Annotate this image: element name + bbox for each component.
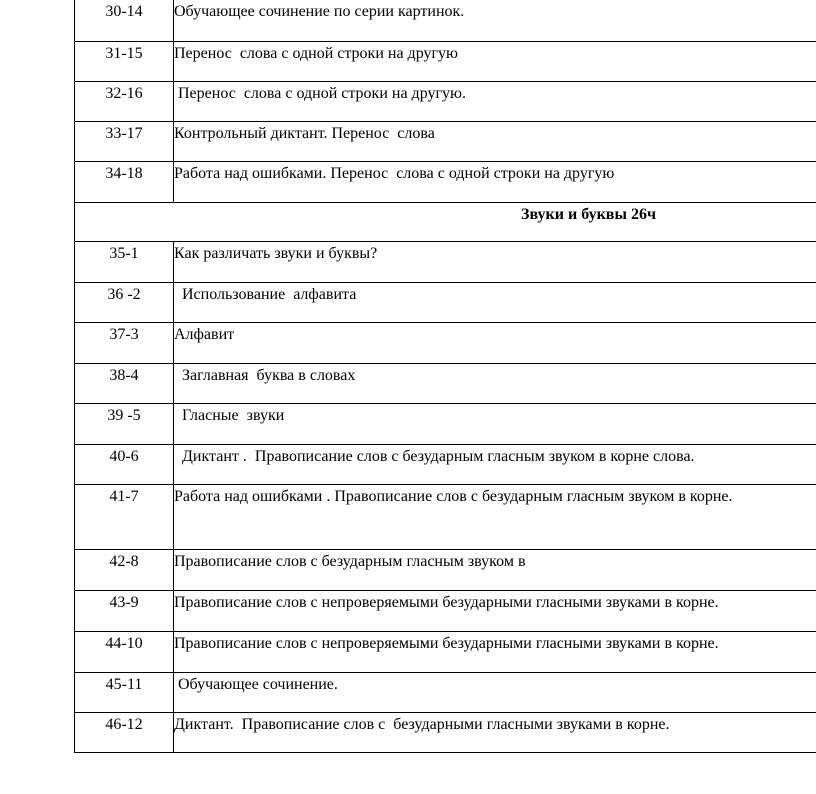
lesson-number: 34-18 — [75, 161, 174, 202]
lesson-topic: Правописание слов с непроверяемыми безударными гласными звуками в корне. — [174, 631, 816, 672]
lesson-topic: Диктант . Правописание слов с безударным гласным звуком в корне слова. — [174, 444, 816, 484]
lesson-number: 44-10 — [75, 631, 174, 672]
table-row — [75, 322, 816, 363]
section-row — [75, 202, 816, 241]
table-row — [75, 631, 816, 672]
table-row — [75, 444, 816, 484]
lesson-number: 32-16 — [75, 81, 174, 121]
table-row — [75, 403, 816, 444]
lesson-number: 30-14 — [75, 0, 174, 41]
lesson-topic: Обучающее сочинение по серии картинок. — [174, 0, 816, 41]
table-row — [75, 81, 816, 121]
lesson-number: 31-15 — [75, 41, 174, 81]
lesson-number: 35-1 — [75, 241, 174, 282]
lesson-topic: Алфавит — [174, 322, 816, 363]
lesson-topic: Использование алфавита — [174, 282, 816, 322]
lesson-topic: Правописание слов с безударным гласным звуком в — [174, 549, 816, 590]
table-row — [75, 590, 816, 631]
lesson-topic: Диктант. Правописание слов с безударными гласными звуками в корне. — [174, 712, 816, 752]
lesson-topic: Заглавная буква в словах — [174, 363, 816, 403]
lesson-number: 40-6 — [75, 444, 174, 484]
lesson-number: 39 -5 — [75, 403, 174, 444]
lesson-number: 33-17 — [75, 121, 174, 161]
lesson-number: 42-8 — [75, 549, 174, 590]
lesson-number: 45-11 — [75, 672, 174, 712]
lesson-topic: Контрольный диктант. Перенос слова — [174, 121, 816, 161]
table-row — [75, 484, 816, 549]
table-row — [75, 549, 816, 590]
table-row — [75, 161, 816, 202]
table-row — [75, 0, 816, 41]
lesson-topic: Работа над ошибками. Перенос слова с одной строки на другую — [174, 161, 816, 202]
table-row — [75, 241, 816, 282]
table-row — [75, 282, 816, 322]
table-row — [75, 712, 816, 752]
lesson-number: 41-7 — [75, 484, 174, 549]
lesson-number: 43-9 — [75, 590, 174, 631]
section-heading — [75, 202, 816, 241]
table-row — [75, 41, 816, 81]
table-row — [75, 363, 816, 403]
lesson-topic: Обучающее сочинение. — [174, 672, 816, 712]
lesson-number: 46-12 — [75, 712, 174, 752]
lesson-topic: Перенос слова с одной строки на другую — [174, 41, 816, 81]
lesson-topic: Как различать звуки и буквы? — [174, 241, 816, 282]
table-row — [75, 672, 816, 712]
lesson-number: 38-4 — [75, 363, 174, 403]
lesson-number: 37-3 — [75, 322, 174, 363]
lesson-plan-table — [74, 0, 816, 753]
section-title: Звуки и буквы 26ч — [521, 205, 656, 223]
lesson-topic: Перенос слова с одной строки на другую. — [174, 81, 816, 121]
lesson-topic: Гласные звуки — [174, 403, 816, 444]
lesson-topic: Правописание слов с непроверяемыми безударными гласными звуками в корне. — [174, 590, 816, 631]
lesson-number: 36 -2 — [75, 282, 174, 322]
table-row — [75, 121, 816, 161]
lesson-topic: Работа над ошибками . Правописание слов с безударным гласным звуком в корне. — [174, 484, 816, 549]
